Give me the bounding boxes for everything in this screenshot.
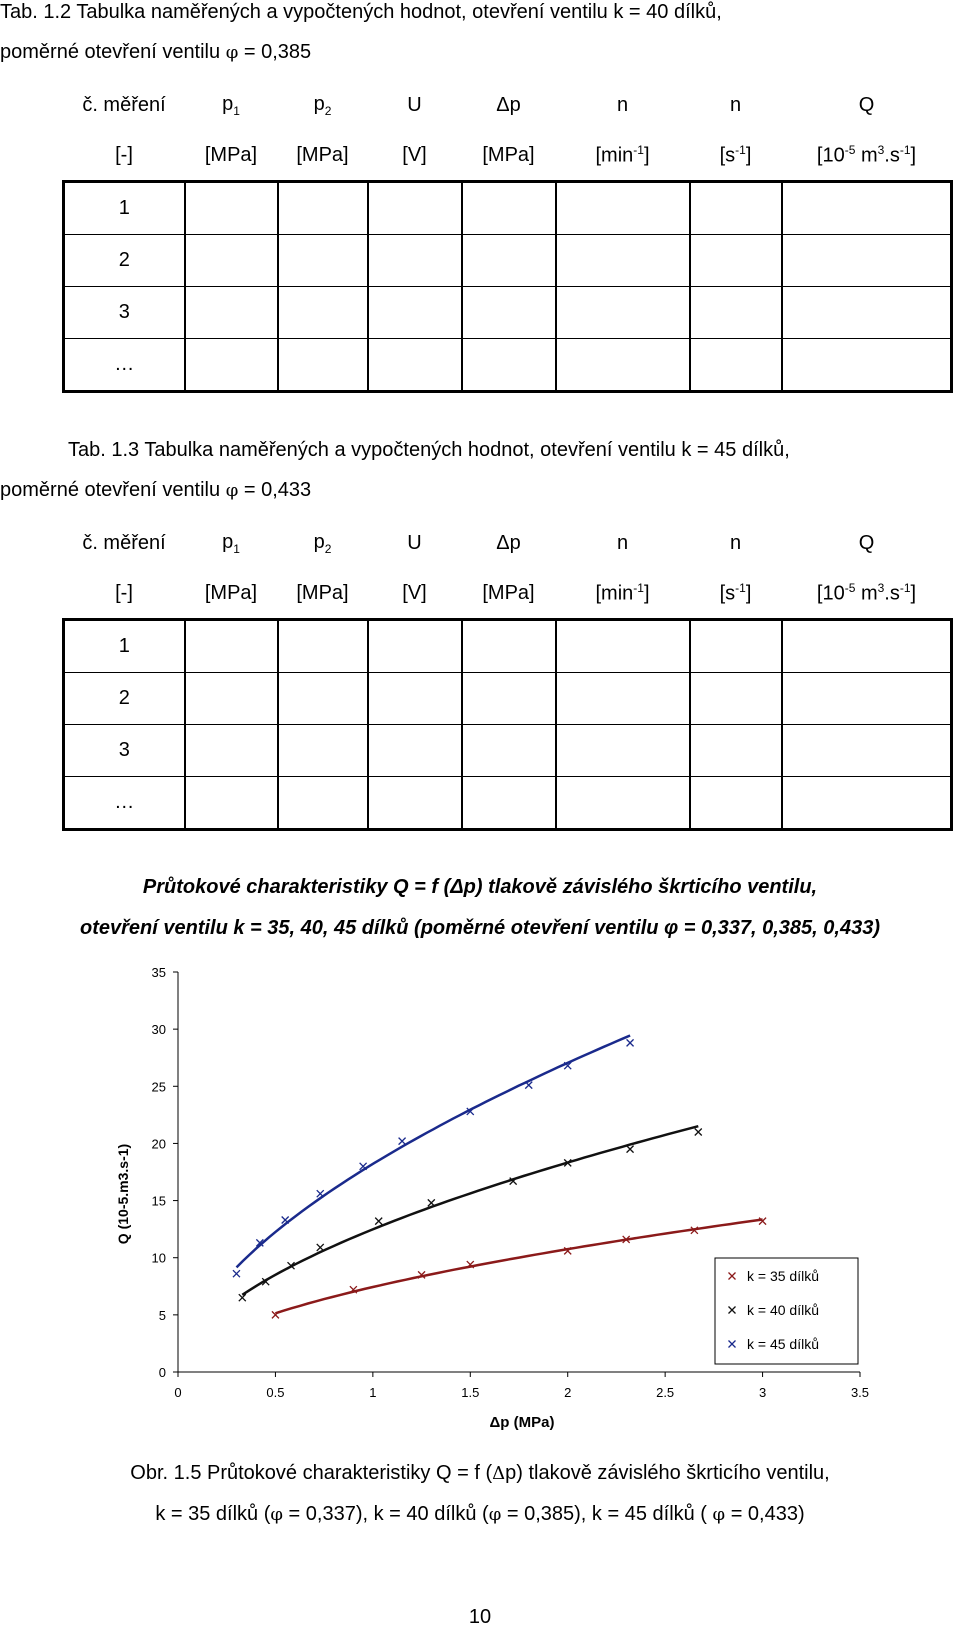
unit-dp: [MPa] [482,581,535,604]
cell[interactable] [278,620,368,673]
cell[interactable] [556,620,690,673]
cell[interactable] [690,235,782,287]
unit-measurement: [-] [115,143,133,166]
unit-part: [s [719,144,736,167]
cell[interactable] [278,339,368,392]
unit-q [782,568,952,620]
cell[interactable] [462,620,556,673]
header-row-names [64,80,952,130]
col-header-u: U [407,531,422,554]
cell[interactable] [690,673,782,725]
unit-sup: 3 [877,580,885,595]
caption-text: poměrné otevření ventilu [0,479,226,501]
cell[interactable] [556,235,690,287]
row-number: 3 [64,725,185,777]
phi-symbol: φ [488,1504,502,1525]
cell[interactable] [368,339,462,392]
caption-text: = 0,433 [238,479,312,501]
cell[interactable] [368,287,462,339]
cell[interactable] [368,620,462,673]
cell[interactable] [782,673,952,725]
unit-part: m [855,582,878,605]
unit-measurement: [-] [115,581,133,604]
unit-sup: -1 [735,142,746,157]
table-row [64,620,952,673]
cell[interactable] [185,287,278,339]
col-header-p2 [278,80,368,130]
trend-line-series-2 [242,1126,698,1295]
unit-part: [10 [816,582,845,605]
x-tick-label: 2.5 [656,1385,675,1400]
caption-text: = 0,385 [238,41,312,63]
cell[interactable] [556,287,690,339]
unit-p2: [MPa] [296,143,349,166]
unit-part: ] [643,144,650,167]
cell[interactable] [462,725,556,777]
x-tick-label: 2 [564,1385,572,1400]
col-header-p1 [185,80,278,130]
legend-label-series-2: k = 40 dílků [747,1302,819,1318]
cell[interactable] [278,725,368,777]
cell[interactable] [690,182,782,235]
col-header-n-min: n [616,93,629,116]
x-tick-label: 0.5 [266,1385,285,1400]
table-row [64,339,952,392]
table-row [64,287,952,339]
x-tick-label: 1 [369,1385,377,1400]
cell[interactable] [782,725,952,777]
col-name: p [313,530,325,553]
cell[interactable] [462,287,556,339]
unit-u: [V] [402,143,427,166]
unit-part: ] [643,582,650,605]
table-row [64,777,952,830]
figure-caption-line2 [0,1503,960,1526]
legend-label-series-1: k = 35 dílků [747,1268,819,1284]
cell[interactable] [556,339,690,392]
unit-part: m [855,144,878,167]
col-header-measurement: č. měření [82,93,166,116]
data-point-series-2 [627,1146,634,1153]
unit-part: [10 [816,144,845,167]
y-tick-label: 0 [158,1365,166,1380]
unit-sup: -1 [633,142,644,157]
table-row [64,673,952,725]
unit-part: ] [910,582,917,605]
data-point-series-3 [399,1138,406,1145]
unit-p1: [MPa] [204,581,258,604]
unit-sup: -5 [844,580,856,595]
cell[interactable] [185,673,278,725]
measurement-table-k45 [62,518,953,831]
unit-sup: -1 [899,580,911,595]
y-tick-label: 5 [158,1307,166,1323]
cell[interactable] [368,673,462,725]
cell[interactable] [462,182,556,235]
cell[interactable] [462,339,556,392]
cell[interactable] [185,339,278,392]
row-number: … [64,777,185,830]
data-point-series-1 [759,1218,766,1225]
cell[interactable] [690,287,782,339]
cell[interactable] [462,777,556,830]
col-sub: 2 [324,103,332,118]
y-tick-label: 30 [151,1022,166,1038]
col-sub: 2 [324,541,332,556]
unit-sup: -5 [844,142,856,157]
col-name: p [222,92,234,115]
cell[interactable] [690,777,782,830]
phi-symbol: φ [225,480,239,501]
table-row [64,235,952,287]
x-tick-label: 0 [174,1385,182,1400]
cell[interactable] [782,620,952,673]
data-point-series-3 [317,1190,324,1197]
data-point-series-2 [428,1199,435,1206]
unit-sup: -1 [735,580,746,595]
table-row [64,182,952,235]
cell[interactable] [278,182,368,235]
cell[interactable] [556,777,690,830]
col-header-n-s: n [729,93,742,116]
data-point-series-2 [375,1218,382,1225]
cell[interactable] [278,287,368,339]
x-axis-label: Δp (MPa) [489,1414,555,1431]
y-tick-label: 25 [151,1079,166,1095]
measurement-table-k40 [62,80,953,393]
table1-caption-line1: Tab. 1.2 Tabulka naměřených a vypočtených hodnot, otevření ventilu k = 40 dílků, [0,1,722,23]
cell[interactable] [782,182,952,235]
y-tick-label: 35 [151,965,166,980]
cell[interactable] [185,182,278,235]
row-number: 2 [64,235,185,287]
cell[interactable] [185,777,278,830]
cell[interactable] [690,339,782,392]
unit-p2: [MPa] [296,581,349,604]
data-point-series-3 [525,1082,532,1089]
cell[interactable] [185,235,278,287]
col-sub: 1 [233,103,240,118]
cell[interactable] [556,673,690,725]
phi-symbol: φ [225,42,239,63]
data-point-series-2 [239,1294,246,1301]
x-tick-label: 3 [758,1385,767,1400]
cell[interactable] [462,235,556,287]
cell[interactable] [782,235,952,287]
cell[interactable] [690,620,782,673]
unit-sup: -1 [633,580,644,595]
row-number: 1 [64,182,185,235]
row-number: … [64,339,185,392]
trend-line-series-1 [275,1220,762,1314]
page-number: 10 [468,1606,492,1628]
chart-title-line1: Průtokové charakteristiky Q = f (Δp) tlakově závislého škrticího ventilu, [142,876,818,898]
flow-characteristics-chart [90,955,940,1435]
col-header-u: U [407,93,422,116]
x-tick-label: 3.5 [850,1385,870,1400]
col-header-q: Q [858,93,875,116]
unit-part: .s [884,582,900,605]
cell[interactable] [368,725,462,777]
col-name: p [313,92,325,115]
y-tick-label: 10 [151,1250,166,1266]
unit-p1: [MPa] [204,143,258,166]
phi-symbol: φ [270,1504,283,1525]
cell[interactable] [185,725,278,777]
col-header-dp: Δp [496,93,521,116]
table1-caption-line2 [0,40,311,65]
y-axis-label: Q (10-5.m3.s-1) [115,1143,131,1245]
unit-n-s [690,568,782,620]
row-number: 1 [64,620,185,673]
caption-text: poměrné otevření ventilu [0,41,226,63]
cell[interactable] [782,339,952,392]
unit-part: [min [595,144,634,167]
unit-part: ] [745,582,752,605]
col-header-p2 [278,518,368,568]
col-header-q: Q [858,531,875,554]
row-number: 2 [64,673,185,725]
data-point-series-3 [233,1270,240,1277]
unit-sup: -1 [899,142,911,157]
chart-title-line2: otevření ventilu k = 35, 40, 45 dílků (poměrné otevření ventilu φ = 0,337, 0,385, 0,433) [80,917,880,939]
caption-text: = 0,337), k = 40 dílků ( [283,1503,489,1525]
delta-symbol: Δ [492,1463,506,1484]
header-row-units [64,568,952,620]
cell[interactable] [185,620,278,673]
data-point-series-2 [695,1129,702,1136]
cell[interactable] [782,777,952,830]
unit-part: .s [884,144,900,167]
unit-part: ] [745,144,752,167]
unit-dp: [MPa] [482,143,535,166]
cell[interactable] [462,673,556,725]
caption-text: = 0,385), k = 45 dílků ( [501,1503,713,1525]
header-row-names [64,518,952,568]
figure-caption-line1 [0,1462,960,1485]
unit-n-min [556,568,690,620]
legend-label-series-3: k = 45 dílků [747,1336,819,1352]
cell[interactable] [368,182,462,235]
table2-caption-line1: Tab. 1.3 Tabulka naměřených a vypočtených hodnot, otevření ventilu k = 45 dílků, [68,439,790,461]
caption-text: = 0,433) [725,1503,805,1525]
cell[interactable] [278,777,368,830]
trend-line-series-3 [237,1036,631,1268]
data-point-series-2 [317,1244,324,1251]
y-tick-label: 20 [151,1136,166,1152]
cell[interactable] [556,725,690,777]
unit-sup: 3 [877,142,885,157]
phi-symbol: φ [712,1504,726,1525]
header-row-units [64,130,952,182]
cell[interactable] [368,235,462,287]
col-header-measurement: č. měření [82,531,166,554]
unit-part: [s [719,582,736,605]
cell[interactable] [556,182,690,235]
unit-n-min [556,130,690,182]
data-point-series-3 [627,1039,634,1046]
cell[interactable] [782,287,952,339]
caption-text: Obr. 1.5 Průtokové charakteristiky Q = f ( [130,1462,493,1484]
col-header-p1 [185,518,278,568]
unit-part: [min [595,582,634,605]
cell[interactable] [690,725,782,777]
unit-n-s [690,130,782,182]
col-sub: 1 [233,541,240,556]
cell[interactable] [278,673,368,725]
unit-part: ] [910,144,917,167]
y-tick-label: 15 [151,1193,166,1209]
row-number: 3 [64,287,185,339]
col-header-n-s: n [729,531,742,554]
data-point-series-3 [282,1217,289,1224]
col-name: p [222,530,234,553]
col-header-n-min: n [616,531,629,554]
x-tick-label: 1.5 [461,1385,480,1400]
unit-u: [V] [402,581,427,604]
cell[interactable] [368,777,462,830]
caption-text: p) tlakově závislého škrticího ventilu, [505,1462,830,1484]
caption-text: k = 35 dílků ( [155,1503,271,1525]
unit-q [782,130,952,182]
col-header-dp: Δp [496,531,521,554]
table2-caption-line2 [0,478,311,503]
cell[interactable] [278,235,368,287]
table-row [64,725,952,777]
